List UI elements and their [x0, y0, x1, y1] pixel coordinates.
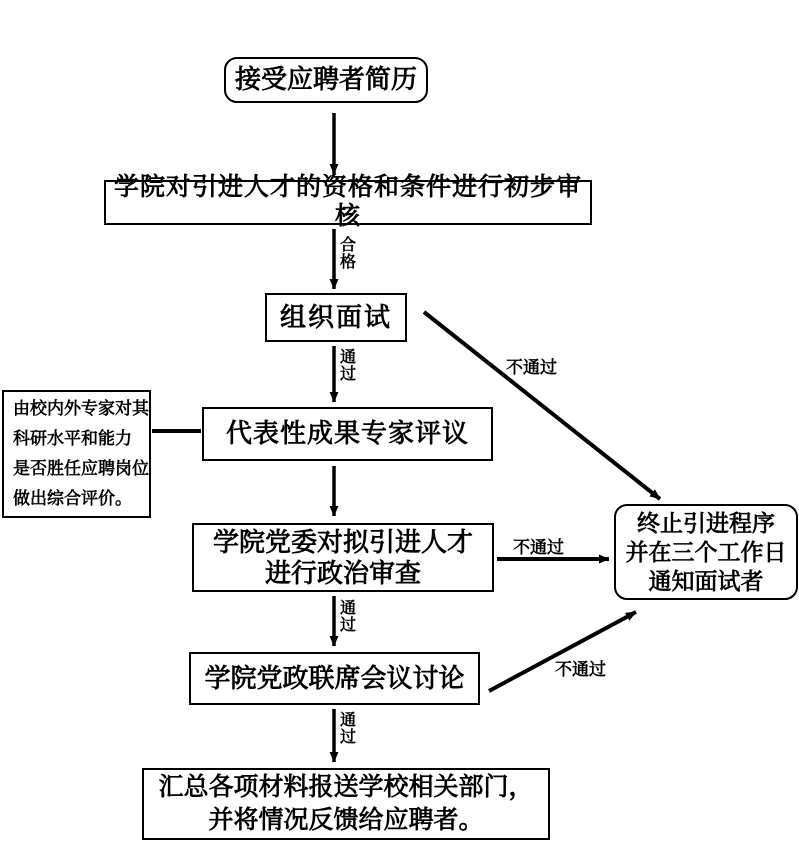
- edge-label-qualified: 合格: [339, 237, 356, 271]
- note-line-2: 科研水平和能力: [13, 429, 132, 448]
- edge-label-pass-interview: 通过: [339, 349, 356, 383]
- node-receive-resume: [224, 57, 428, 103]
- node-joint-meeting: [189, 652, 480, 705]
- submit-feedback-line-1: 汇总各项材料报送学校相关部门，: [158, 774, 534, 801]
- node-expert-review-label: 代表性成果专家评议: [225, 419, 469, 449]
- node-interview: [265, 293, 407, 342]
- node-preliminary-review-label: 学院对引进人才的资格和条件进行初步审核: [113, 173, 582, 230]
- note-line-3: 是否胜任应聘岗位: [13, 459, 149, 478]
- edge-label-pass-meeting: 通过: [339, 712, 356, 746]
- terminate-line-2: 并在三个工作日: [625, 539, 787, 565]
- node-political-review: [192, 523, 494, 592]
- edge-label-fail-meeting: 不通过: [555, 660, 606, 679]
- node-expert-review: [202, 407, 493, 461]
- node-interview-label: 组织面试: [279, 302, 392, 332]
- edge-label-fail-political: 不通过: [513, 538, 564, 557]
- political-review-line-2: 进行政治审查: [264, 558, 421, 588]
- edge-label-fail-interview: 不通过: [506, 358, 557, 377]
- edge-label-pass-political: 通过: [339, 600, 356, 634]
- note-line-1: 由校内外专家对其: [13, 399, 149, 418]
- node-preliminary-review: [104, 173, 592, 230]
- node-submit-feedback: [142, 768, 550, 840]
- node-expert-note: [2, 390, 151, 518]
- political-review-line-1: 学院党委对拟引进人才: [212, 527, 473, 557]
- node-terminate: [614, 504, 798, 600]
- node-joint-meeting-label: 学院党政联席会议讨论: [204, 663, 465, 693]
- note-line-4: 做出综合评价。: [13, 489, 132, 508]
- edge-interview-fail: [424, 312, 660, 499]
- submit-feedback-line-2: 并将情况反馈给应聘者。: [208, 807, 484, 834]
- terminate-line-3: 通知面试者: [648, 568, 764, 594]
- terminate-line-1: 终止引进程序: [637, 510, 775, 536]
- node-receive-resume-label: 接受应聘者简历: [234, 65, 417, 95]
